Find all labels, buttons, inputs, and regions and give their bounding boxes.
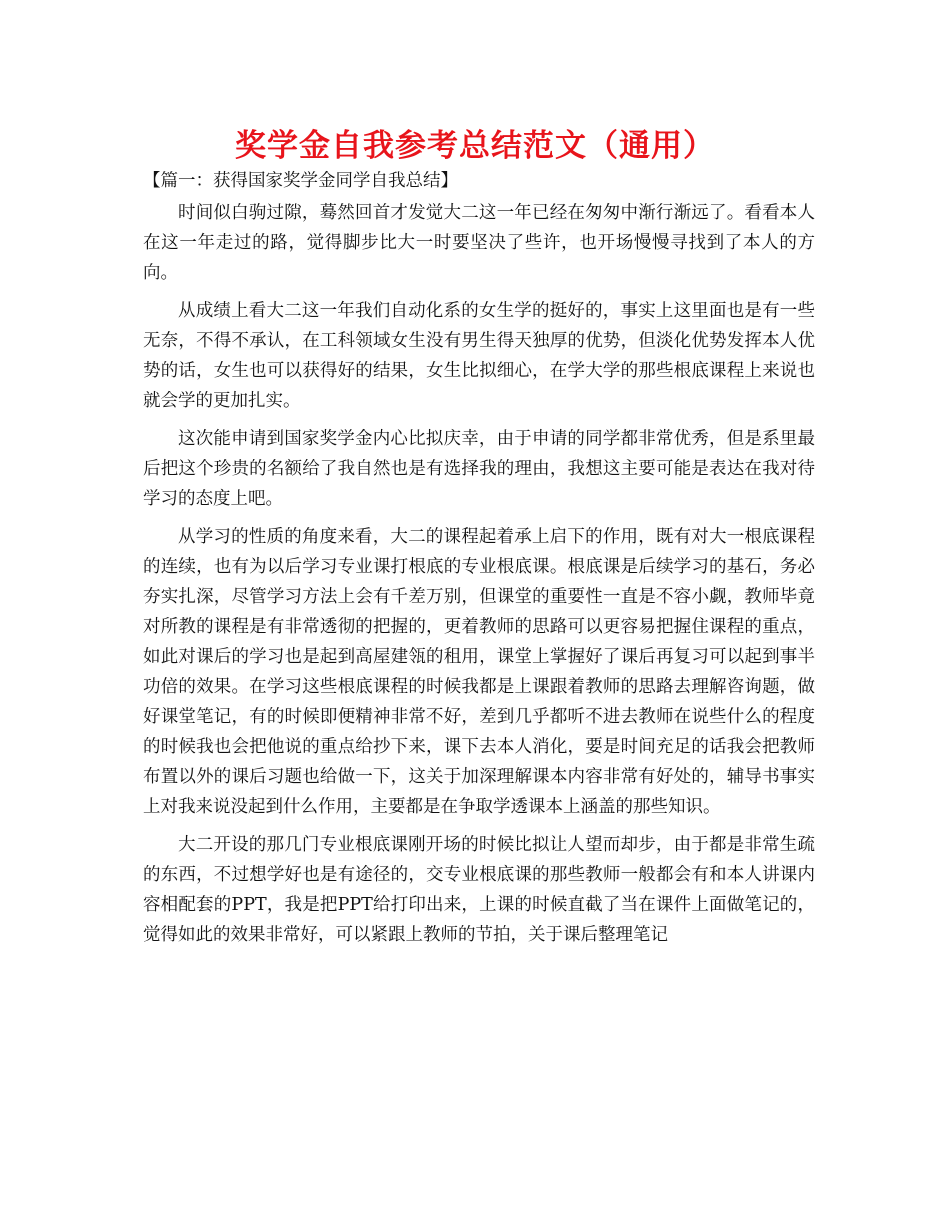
document-title: 奖学金自我参考总结范文（通用） <box>235 128 715 164</box>
paragraph: 这次能申请到国家奖学金内心比拟庆幸，由于申请的同学都非常优秀，但是系里最后把这个珍贵的名额给了我自然也是有选择我的理由，我想这主要可能是表达在我对待学习的态度上吧。 <box>143 429 815 509</box>
paragraph: 时间似白驹过隙，蓦然回首才发觉大二这一年已经在匆匆中渐行渐远了。看看本人在这一年走过的路，觉得脚步比大一时要坚决了些许，也开场慢慢寻找到了本人的方向。 <box>143 203 815 283</box>
paragraph: 大二开设的那几门专业根底课刚开场的时候比拟让人望而却步，由于都是非常生疏的东西，不过想学好也是有途径的，交专业根底课的那些教师一般都会有和本人讲课内容相配套的PPT，我是把PPT给打印出来，上课的时候直截了当在课件上面做笔记的，觉得如此的效果非常好，可以紧跟上教师的节拍，关于课后整理笔记 <box>143 835 815 945</box>
document-body <box>143 198 815 958</box>
section-heading: 【篇一：获得国家奖学金同学自我总结】 <box>143 171 458 191</box>
paragraph: 从学习的性质的角度来看，大二的课程起着承上启下的作用，既有对大一根底课程的连续，也有为以后学习专业课打根底的专业根底课。根底课是后续学习的基石，务必夯实扎深，尽管学习方法上会有千差万别，但课堂的重要性一直是不容小觑，教师毕竟对所教的课程是有非常透彻的把握的，更着教师的思路可以更容易把握住课程的重点，如此对课后的学习也是起到高屋建瓴的租用，课堂上掌握好了课后再复习可以起到事半功倍的效果。在学习这些根底课程的时候我都是上课跟着教师的思路去理解咨询题，做好课堂笔记，有的时候即便精神非常不好，差到几乎都听不进去教师在说些什么的程度的时候我也会把他说的重点给抄下来，课下去本人消化，要是时间充足的话我会把教师布置以外的课后习题也给做一下，这关于加深理解课本内容非常有好处的，辅导书事实上对我来说没起到什么作用，主要都是在争取学透课本上涵盖的那些知识。 <box>143 527 815 817</box>
paragraph: 从成绩上看大二这一年我们自动化系的女生学的挺好的，事实上这里面也是有一些无奈，不得不承认，在工科领域女生没有男生得天独厚的优势，但淡化优势发挥本人优势的话，女生也可以获得好的结果，女生比拟细心，在学大学的那些根底课程上来说也就会学的更加扎实。 <box>143 301 815 411</box>
